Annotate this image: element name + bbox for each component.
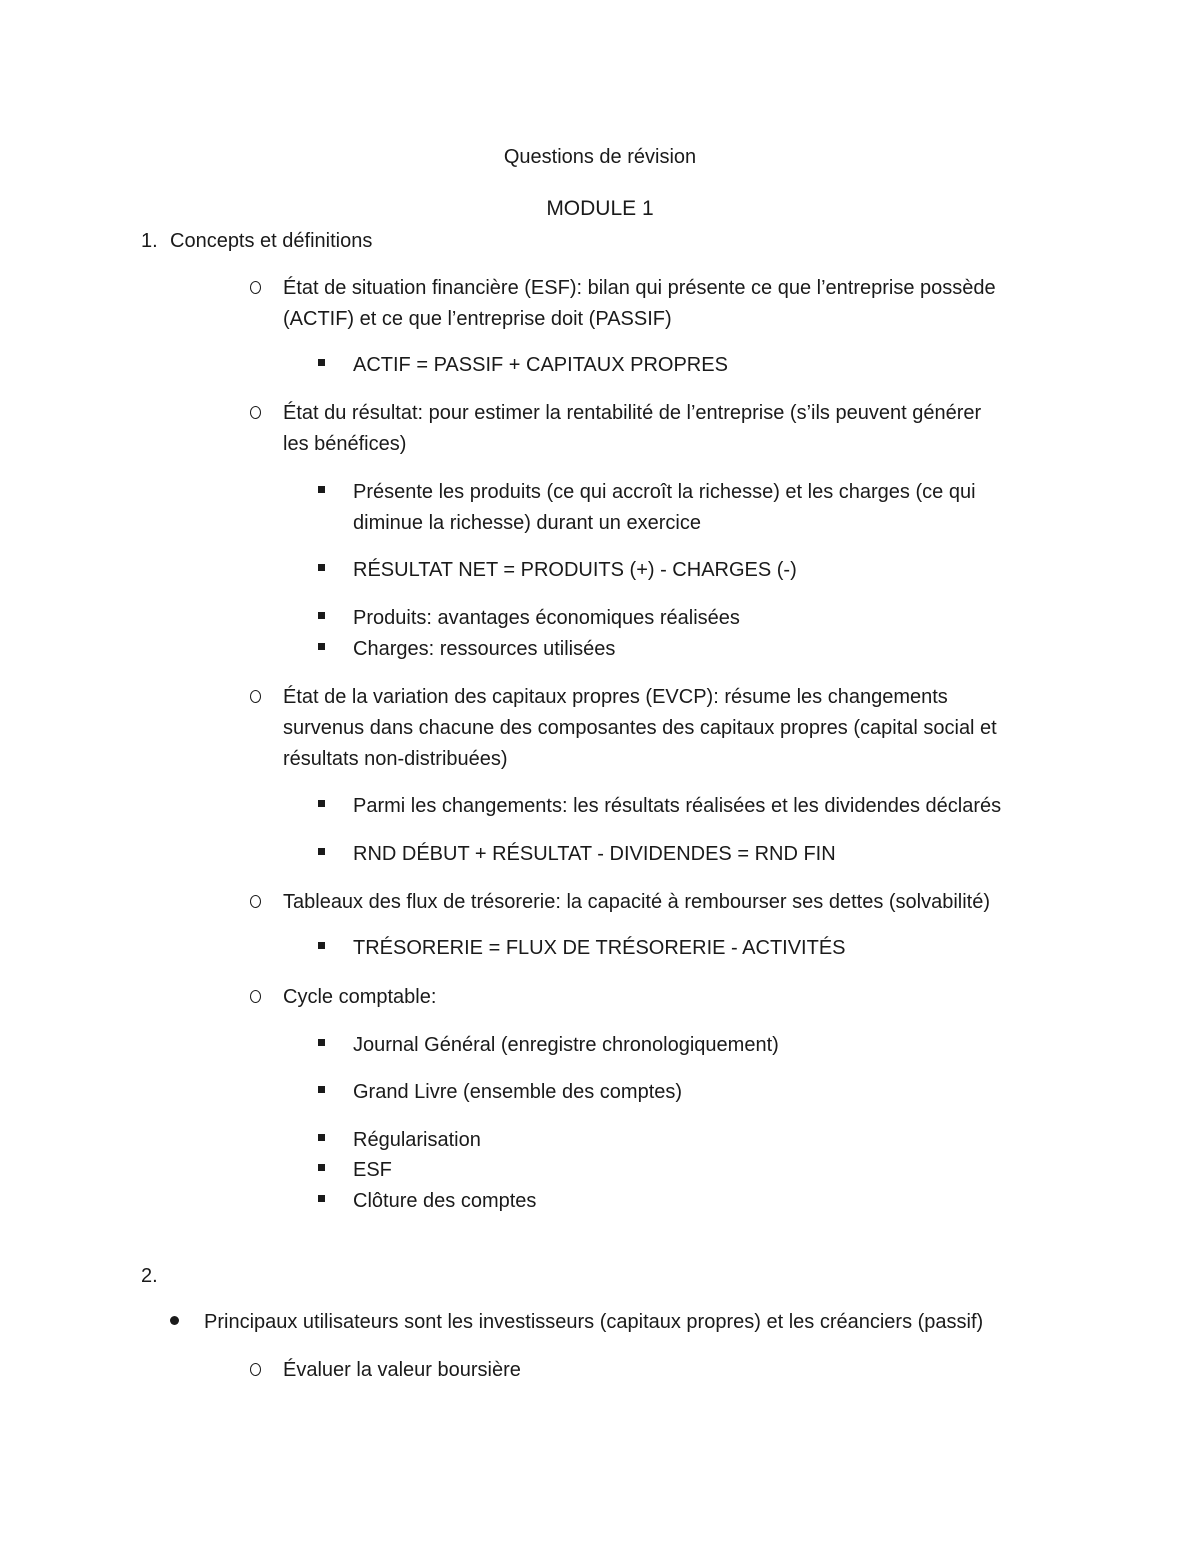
list-item-text: Évaluer la valeur boursière [283,1359,521,1381]
list-item-text: Journal Général (enregistre chronologiquement) [353,1034,779,1056]
square-bullet-icon [318,612,325,619]
list-item-text: RÉSULTAT NET = PRODUITS (+) - CHARGES (-) [353,559,797,581]
list-item-text: les bénéfices) [283,433,407,455]
section-number: 2. [141,1265,158,1287]
square-bullet-icon [318,359,325,366]
list-item-text: Principaux utilisateurs sont les investisseurs (capitaux propres) et les créanciers (passif) [204,1311,984,1333]
list-item-text: RND DÉBUT + RÉSULTAT - DIVIDENDES = RND FIN [353,843,836,865]
hollow-bullet-icon [249,281,263,295]
hollow-bullet-icon [249,406,263,420]
list-item-text: TRÉSORERIE = FLUX DE TRÉSORERIE - ACTIVITÉS [353,937,846,959]
document-title: Questions de révision [503,146,697,168]
list-item-text: ESF [353,1159,392,1181]
list-item-text: État de la variation des capitaux propres (EVCP): résume les changements [283,686,948,708]
hollow-bullet-icon [249,690,263,704]
hollow-bullet-icon [249,1363,263,1377]
section-heading: Concepts et définitions [170,230,373,252]
list-item-text: Grand Livre (ensemble des comptes) [353,1081,683,1103]
square-bullet-icon [318,486,325,493]
filled-bullet-icon [170,1316,179,1325]
list-item-text: État du résultat: pour estimer la rentabilité de l’entreprise (s’ils peuvent générer [283,402,982,424]
section-number: 1. [141,230,158,252]
list-item-text: ACTIF = PASSIF + CAPITAUX PROPRES [353,354,728,376]
list-item-text: Clôture des comptes [353,1190,537,1212]
list-item-text: Charges: ressources utilisées [353,638,616,660]
module-heading: MODULE 1 [546,197,654,220]
list-item-text: diminue la richesse) durant un exercice [353,512,701,534]
list-item-text: Tableaux des flux de trésorerie: la capacité à rembourser ses dettes (solvabilité) [283,891,991,913]
square-bullet-icon [318,1086,325,1093]
square-bullet-icon [318,1039,325,1046]
square-bullet-icon [318,1164,325,1171]
list-item-text: Parmi les changements: les résultats réalisées et les dividendes déclarés [353,795,1002,817]
list-item-text: Produits: avantages économiques réalisées [353,607,740,629]
square-bullet-icon [318,942,325,949]
hollow-bullet-icon [249,990,263,1004]
square-bullet-icon [318,643,325,650]
list-item-text: résultats non-distribuées) [283,748,508,770]
list-item-text: survenus dans chacune des composantes des capitaux propres (capital social et [283,717,997,739]
square-bullet-icon [318,564,325,571]
square-bullet-icon [318,848,325,855]
list-item-text: État de situation financière (ESF): bilan qui présente ce que l’entreprise possède [283,277,996,299]
square-bullet-icon [318,1195,325,1202]
list-item-text: (ACTIF) et ce que l’entreprise doit (PASSIF) [283,308,672,330]
square-bullet-icon [318,800,325,807]
square-bullet-icon [318,1134,325,1141]
list-item-text: Présente les produits (ce qui accroît la richesse) et les charges (ce qui [353,481,976,503]
hollow-bullet-icon [249,895,263,909]
list-item-text: Cycle comptable: [283,986,437,1008]
list-item-text: Régularisation [353,1129,481,1151]
